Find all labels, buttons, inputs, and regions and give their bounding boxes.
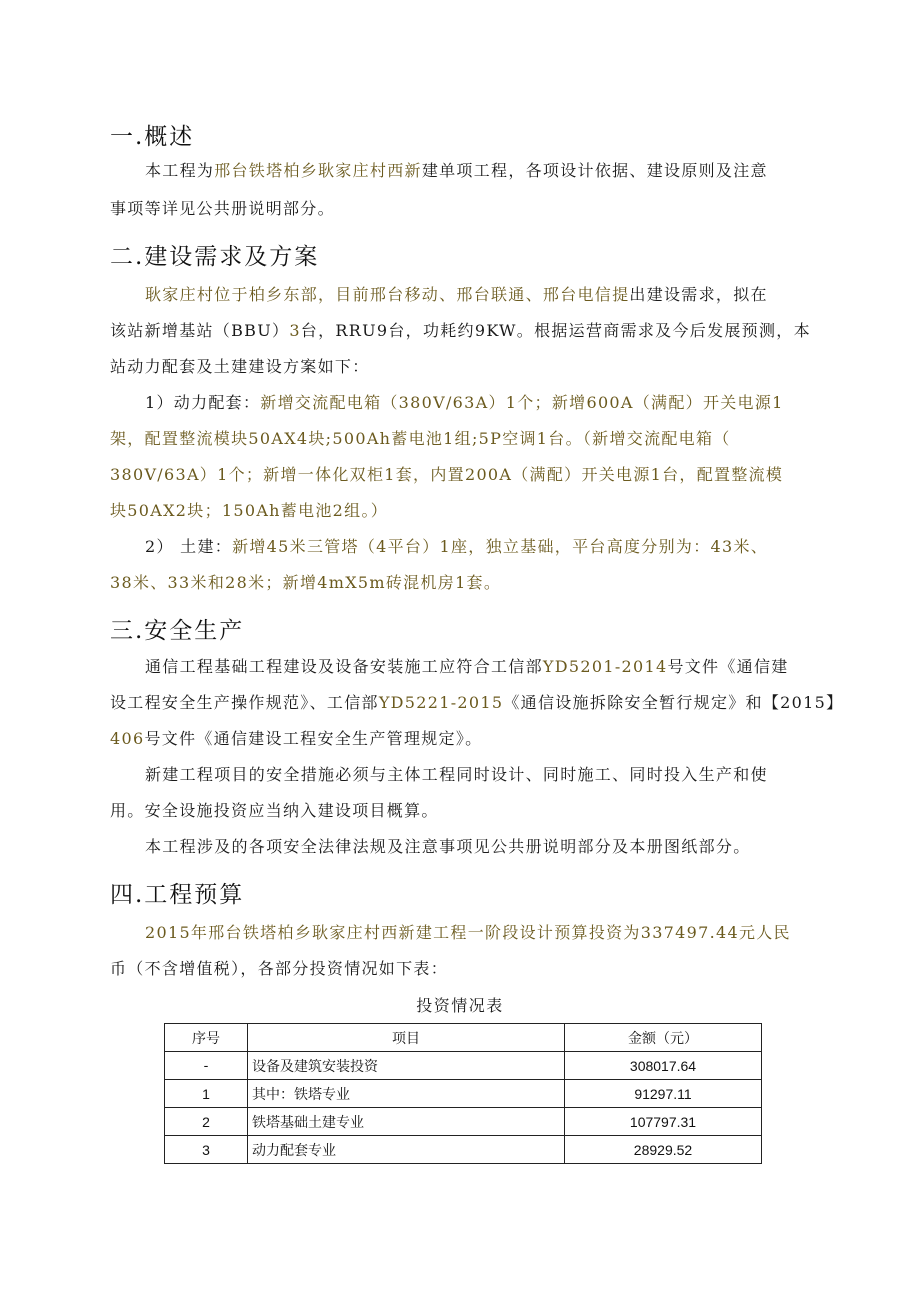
- header-cell: 项目: [248, 1024, 565, 1052]
- text-line: 2015年邢台铁塔柏乡耿家庄村西新建工程一阶段设计预算投资为337497.44元人民: [145, 923, 791, 942]
- text-span-highlight: 邢台铁塔柏乡耿家庄村西新: [214, 161, 422, 180]
- table-row: [165, 1080, 762, 1108]
- table-cell: 1: [165, 1080, 248, 1108]
- table-row: [165, 1136, 762, 1164]
- text-line: 币（不含增值税），各部分投资情况如下表：: [110, 959, 449, 978]
- text-line: [110, 196, 818, 219]
- text-line: 本工程涉及的各项安全法律法规及注意事项见公共册说明部分及本册图纸部分。: [145, 837, 751, 856]
- text-line: [145, 158, 818, 181]
- text-span-highlight: 新增45米三管塔（4平台）1座，独立基础，平台高度分别为：43米、: [232, 537, 769, 556]
- text-line: [145, 534, 818, 557]
- table-cell: 动力配套专业: [248, 1136, 565, 1164]
- table-cell: 设备及建筑安装投资: [248, 1052, 565, 1080]
- text-span: 1）动力配套：: [145, 393, 261, 412]
- table-cell: 308017.64: [565, 1052, 762, 1080]
- text-line: [145, 654, 818, 677]
- text-line: [145, 282, 818, 305]
- table-cell: 91297.11: [565, 1080, 762, 1108]
- text-span: 出建设需求，拟在: [629, 285, 768, 304]
- text-span: 建单项工程，各项设计依据、建设原则及注意: [421, 161, 768, 180]
- text-span: 该站新增基站（BBU）: [110, 321, 290, 340]
- text-span: 站动力配套及土建建设方案如下：: [110, 357, 370, 376]
- text-span: 事项等详见公共册说明部分。: [110, 199, 335, 218]
- text-line: 块50AX2块；150Ah蓄电池2组。）: [110, 501, 389, 520]
- text-span-highlight: 新增交流配电箱（380V/63A）1个；新增600A（满配）开关电源1: [260, 393, 784, 412]
- text-span-highlight: YD5201-2014: [542, 657, 668, 676]
- text-line: 用。安全设施投资应当纳入建设项目概算。: [110, 801, 439, 820]
- table-cell: 铁塔基础土建专业: [248, 1108, 565, 1136]
- section-heading-overview: 一.概述: [110, 124, 195, 150]
- text-span-highlight: YD5221-2015: [378, 693, 504, 712]
- table-header-row: [165, 1024, 762, 1052]
- investment-table: [164, 1023, 762, 1164]
- header-cell: 金额（元）: [565, 1024, 762, 1052]
- text-line: [110, 354, 818, 377]
- text-line: [145, 390, 818, 413]
- table-cell: 3: [165, 1136, 248, 1164]
- text-line: [110, 690, 844, 713]
- table-cell: 28929.52: [565, 1136, 762, 1164]
- section-heading-budget: 四.工程预算: [110, 882, 245, 908]
- header-cell: 序号: [165, 1024, 248, 1052]
- table-caption: 投资情况表: [416, 996, 504, 1015]
- table-row: [165, 1052, 762, 1080]
- table-row: [165, 1108, 762, 1136]
- section-heading-requirements: 二.建设需求及方案: [110, 244, 320, 270]
- text-span-highlight: 406: [110, 729, 145, 748]
- text-line: 38米、33米和28米；新增4mX5m砖混机房1套。: [110, 573, 502, 592]
- text-span: 《通信设施拆除安全暂行规定》和【2015】: [503, 693, 844, 712]
- text-line: [110, 318, 818, 341]
- text-line: 380V/63A）1个；新增一体化双柜1套，内置200A（满配）开关电源1台，配置整流模: [110, 465, 784, 484]
- text-span: 设工程安全生产操作规范》、工信部: [110, 693, 379, 712]
- table-cell: 其中：铁塔专业: [248, 1080, 565, 1108]
- text-span-highlight: 耿家庄村位于柏乡东部，目前邢台移动、邢台联通、邢台电信提: [145, 285, 630, 304]
- table-cell: -: [165, 1052, 248, 1080]
- text-span: 本工程为: [145, 161, 215, 180]
- table-cell: 2: [165, 1108, 248, 1136]
- section-heading-safety: 三.安全生产: [110, 618, 245, 644]
- text-line: 新建工程项目的安全措施必须与主体工程同时设计、同时施工、同时投入生产和使: [145, 765, 768, 784]
- text-span: 台，RRU9台，功耗约9KW。根据运营商需求及今后发展预测，本: [300, 321, 811, 340]
- text-span-highlight: 3: [289, 321, 301, 340]
- text-span: 号文件《通信建: [667, 657, 789, 676]
- text-line: [110, 726, 818, 749]
- text-line: 架，配置整流模块50AX4块;500Ah蓄电池1组;5P空调1台。（新增交流配电箱（: [110, 429, 731, 448]
- text-span: 号文件《通信建设工程安全生产管理规定》。: [144, 729, 483, 748]
- text-span: 通信工程基础工程建设及设备安装施工应符合工信部: [145, 657, 543, 676]
- table-cell: 107797.31: [565, 1108, 762, 1136]
- text-span: 2） 土建：: [145, 537, 233, 556]
